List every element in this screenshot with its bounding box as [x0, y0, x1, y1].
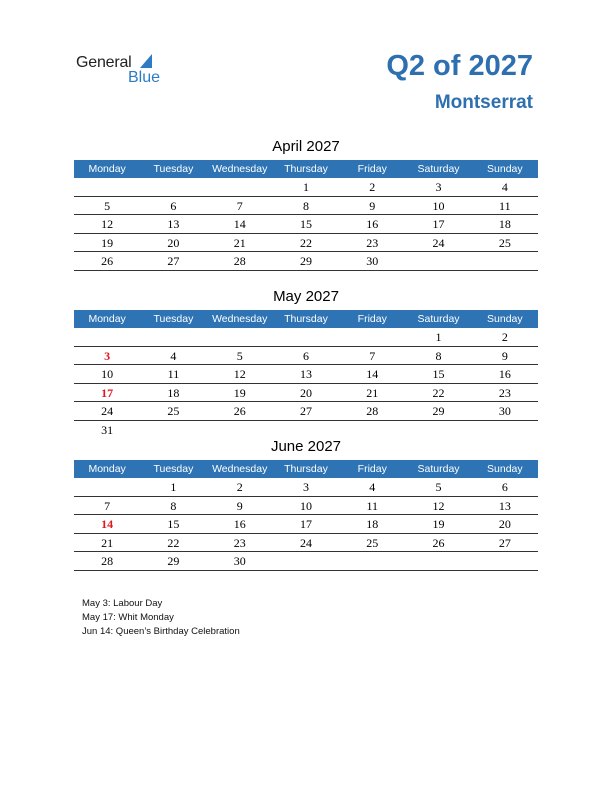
- day-cell: 12: [432, 498, 445, 513]
- day-cell: 11: [366, 498, 379, 513]
- week-row: [74, 497, 538, 516]
- week-row: [74, 178, 538, 197]
- empty-day-cell: [405, 252, 471, 270]
- day-cell: 10: [432, 198, 445, 213]
- logo: [76, 52, 176, 88]
- day-cell: 7: [369, 348, 376, 363]
- day-cell: 18: [498, 217, 511, 232]
- day-cell: 14: [366, 367, 379, 382]
- empty-day-cell: [74, 328, 140, 346]
- weekday-label: Monday: [88, 163, 126, 175]
- weekday-header-row: [74, 460, 538, 478]
- logo-general-text: General: [76, 54, 132, 71]
- empty-day-cell: [273, 421, 339, 439]
- day-cell: 4: [501, 180, 508, 194]
- weekday-label: Monday: [88, 313, 126, 325]
- day-cell: 6: [170, 198, 177, 213]
- day-cell: 13: [498, 498, 511, 513]
- empty-day-cell: [74, 178, 140, 196]
- day-cell: 24: [432, 235, 445, 250]
- day-cell: 21: [366, 385, 379, 400]
- day-cell: 12: [233, 367, 246, 382]
- day-cell: 20: [299, 385, 312, 400]
- day-cell: 18: [167, 385, 180, 400]
- day-cell: 5: [104, 198, 111, 213]
- day-cell: 26: [233, 404, 246, 419]
- empty-day-cell: [207, 421, 273, 439]
- day-cell: 15: [432, 367, 445, 382]
- empty-day-cell: [207, 178, 273, 196]
- weekday-label: Thursday: [284, 313, 328, 325]
- month-calendar-april: [74, 138, 538, 271]
- weekday-label: Tuesday: [153, 163, 194, 175]
- day-cell: 14: [101, 517, 114, 532]
- week-row: [74, 421, 538, 439]
- week-row: [74, 534, 538, 553]
- logo-blue-text: Blue: [128, 69, 161, 86]
- weekday-label: Wednesday: [212, 463, 268, 475]
- weekday-label: Tuesday: [153, 463, 194, 475]
- empty-day-cell: [140, 328, 206, 346]
- day-cell: 17: [432, 217, 445, 232]
- empty-day-cell: [74, 478, 140, 496]
- weekday-label: Wednesday: [212, 163, 268, 175]
- day-cell: 4: [170, 348, 177, 363]
- weekday-header-row: [74, 160, 538, 178]
- week-row: [74, 215, 538, 234]
- day-cell: 3: [104, 348, 111, 363]
- weekday-label: Tuesday: [153, 313, 194, 325]
- day-cell: 1: [302, 180, 309, 194]
- weekday-label: Monday: [88, 463, 126, 475]
- day-cell: 2: [369, 180, 376, 194]
- day-cell: 15: [167, 517, 180, 532]
- weekday-header-row: [74, 310, 538, 328]
- day-cell: 26: [432, 535, 445, 550]
- day-cell: 24: [299, 535, 312, 550]
- empty-day-cell: [273, 552, 339, 570]
- day-cell: 20: [167, 235, 180, 250]
- week-row: [74, 365, 538, 384]
- day-cell: 28: [233, 254, 246, 269]
- month-title: May 2027: [273, 288, 339, 305]
- day-cell: 9: [369, 198, 376, 213]
- week-row: [74, 234, 538, 253]
- month-title: April 2027: [272, 138, 340, 155]
- day-cell: 22: [167, 535, 180, 550]
- day-cell: 5: [236, 348, 243, 363]
- holiday-notes: [82, 597, 240, 639]
- weekday-label: Sunday: [487, 463, 523, 475]
- day-cell: 21: [101, 535, 114, 550]
- week-row: [74, 478, 538, 497]
- day-cell: 7: [104, 498, 111, 513]
- day-cell: 2: [236, 480, 243, 494]
- day-cell: 23: [233, 535, 246, 550]
- empty-day-cell: [207, 328, 273, 346]
- day-cell: 22: [299, 235, 312, 250]
- day-cell: 19: [101, 235, 114, 250]
- week-row: [74, 402, 538, 421]
- logo-triangle-icon: [140, 54, 152, 68]
- day-cell: 17: [101, 385, 114, 400]
- day-cell: 8: [435, 348, 442, 363]
- day-cell: 18: [366, 517, 379, 532]
- weekday-label: Sunday: [487, 313, 523, 325]
- empty-day-cell: [405, 552, 471, 570]
- weekday-label: Thursday: [284, 463, 328, 475]
- day-cell: 11: [167, 367, 180, 382]
- day-cell: 1: [435, 330, 442, 344]
- weekday-label: Thursday: [284, 163, 328, 175]
- day-cell: 12: [101, 217, 114, 232]
- empty-day-cell: [339, 552, 405, 570]
- day-cell: 28: [101, 554, 114, 569]
- day-cell: 27: [167, 254, 180, 269]
- empty-day-cell: [140, 178, 206, 196]
- day-cell: 27: [498, 535, 511, 550]
- day-cell: 20: [498, 517, 511, 532]
- empty-day-cell: [472, 252, 538, 270]
- month-title: June 2027: [270, 438, 342, 455]
- weekday-label: Wednesday: [212, 313, 268, 325]
- day-cell: 16: [498, 367, 511, 382]
- day-cell: 10: [299, 498, 312, 513]
- weekday-label: Friday: [357, 163, 387, 175]
- page-title: Q2 of 2027: [386, 50, 533, 82]
- day-cell: 1: [170, 480, 177, 494]
- day-cell: 3: [435, 180, 442, 194]
- day-cell: 21: [233, 235, 246, 250]
- day-cell: 13: [167, 217, 180, 232]
- day-cell: 26: [101, 254, 114, 269]
- day-cell: 11: [499, 198, 511, 213]
- empty-day-cell: [140, 421, 206, 439]
- day-cell: 3: [302, 480, 309, 494]
- day-cell: 27: [299, 404, 312, 419]
- weekday-label: Saturday: [417, 463, 460, 475]
- day-cell: 7: [236, 198, 243, 213]
- day-cell: 8: [170, 498, 177, 513]
- empty-day-cell: [472, 421, 538, 439]
- day-cell: 24: [101, 404, 114, 419]
- day-cell: 29: [299, 254, 312, 269]
- day-cell: 19: [233, 385, 246, 400]
- day-cell: 25: [167, 404, 180, 419]
- day-cell: 14: [233, 217, 246, 232]
- week-row: [74, 552, 538, 571]
- day-cell: 2: [501, 330, 508, 344]
- weekday-label: Saturday: [417, 163, 460, 175]
- day-cell: 23: [366, 235, 379, 250]
- page-subtitle: Montserrat: [434, 92, 533, 113]
- day-cell: 4: [369, 480, 376, 494]
- month-calendar-june: [74, 438, 538, 571]
- day-cell: 30: [233, 554, 246, 569]
- day-cell: 6: [302, 348, 309, 363]
- week-row: [74, 328, 538, 347]
- day-cell: 8: [302, 198, 309, 213]
- day-cell: 23: [498, 385, 511, 400]
- day-cell: 13: [299, 367, 312, 382]
- day-cell: 25: [498, 235, 511, 250]
- day-cell: 10: [101, 367, 114, 382]
- weekday-label: Friday: [357, 313, 387, 325]
- empty-day-cell: [339, 421, 405, 439]
- weekday-label: Saturday: [417, 313, 460, 325]
- holiday-note: May 17: Whit Monday: [82, 612, 174, 623]
- day-cell: 17: [299, 517, 312, 532]
- day-cell: 5: [435, 480, 442, 494]
- day-cell: 16: [233, 517, 246, 532]
- day-cell: 28: [366, 404, 379, 419]
- week-row: [74, 515, 538, 534]
- empty-day-cell: [405, 421, 471, 439]
- day-cell: 25: [366, 535, 379, 550]
- day-cell: 9: [501, 348, 508, 363]
- holiday-note: Jun 14: Queen’s Birthday Celebration: [82, 626, 240, 637]
- empty-day-cell: [339, 328, 405, 346]
- empty-day-cell: [472, 552, 538, 570]
- day-cell: 16: [366, 217, 379, 232]
- week-row: [74, 384, 538, 403]
- weekday-label: Friday: [357, 463, 387, 475]
- day-cell: 19: [432, 517, 445, 532]
- day-cell: 31: [101, 422, 114, 437]
- day-cell: 9: [236, 498, 243, 513]
- empty-day-cell: [273, 328, 339, 346]
- day-cell: 6: [501, 480, 508, 494]
- holiday-note: May 3: Labour Day: [82, 598, 163, 609]
- week-row: [74, 197, 538, 216]
- day-cell: 29: [167, 554, 180, 569]
- day-cell: 30: [366, 254, 379, 269]
- day-cell: 15: [299, 217, 312, 232]
- day-cell: 22: [432, 385, 445, 400]
- day-cell: 29: [432, 404, 445, 419]
- week-row: [74, 252, 538, 271]
- day-cell: 30: [498, 404, 511, 419]
- weekday-label: Sunday: [487, 163, 523, 175]
- week-row: [74, 347, 538, 366]
- month-calendar-may: [74, 288, 538, 439]
